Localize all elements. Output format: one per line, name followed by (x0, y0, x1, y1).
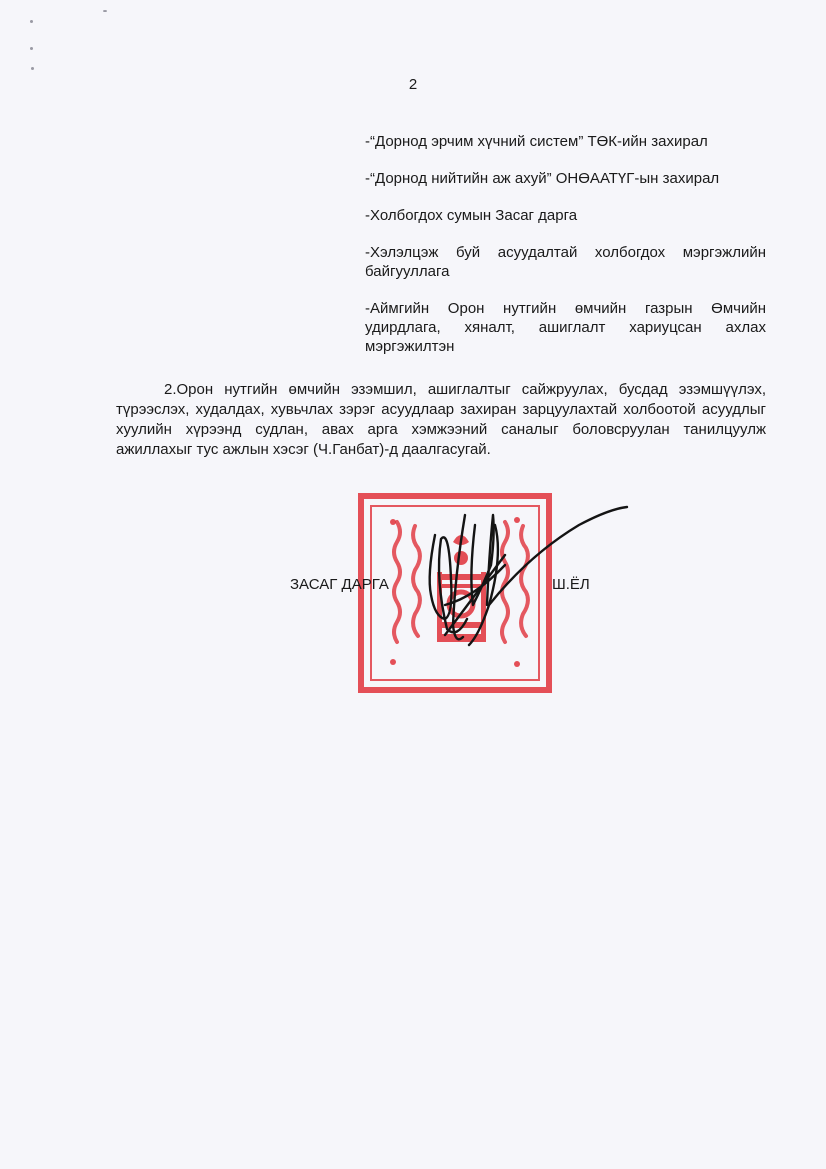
resolution-paragraph-2: 2.Орон нутгийн өмчийн эзэмшил, ашиглалтыг сайжруулах, бусдад эзэмшүүлэх, түрээслэх, худалдах, хувьчлах зэрэг асуудлаар захиран зарцуулахтай холбоотой асуудлыг хуулийн хүрээнд судлан, авах арга хэмжээний саналыг боловсруулан танилцуулж ажиллахыг тус ажлын хэсэг (Ч.Ганбат)-д даалгасугай. (116, 381, 766, 458)
list-item: -“Дорнод эрчим хүчний систем” ТӨК-ийн захирал (365, 133, 708, 150)
signer-title: ЗАСАГ ДАРГА (290, 576, 389, 593)
handwritten-signature (405, 495, 645, 665)
list-item: -Холбогдох сумын Засаг дарга (365, 207, 578, 224)
signer-name: Ш.ЁЛ (552, 576, 590, 593)
page-number: 2 (408, 76, 418, 93)
list-item: -Хэлэлцэж буй асуудалтай холбогдох мэргэжлийн байгууллага (365, 244, 766, 280)
list-item: -“Дорнод нийтийн аж ахуй” ОНӨААТҮГ-ын захирал (365, 170, 720, 187)
list-item: -Аймгийн Орон нутгийн өмчийн газрын Өмчийн удирдлага, хяналт, ашиглалт хариуцсан ахлах мэргэжилтэн (365, 300, 766, 355)
